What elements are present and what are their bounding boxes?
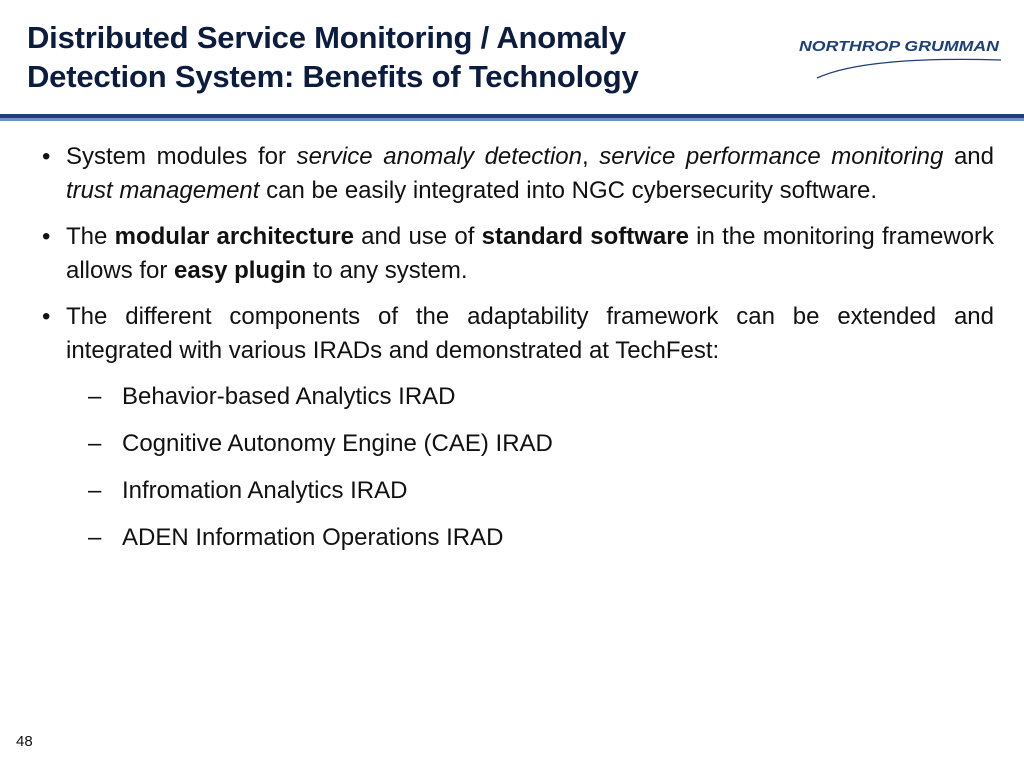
slide-title-line-1: Distributed Service Monitoring / Anomaly bbox=[27, 20, 626, 55]
bullet-system-modules: • System modules for service anomaly detection, service performance monitoring and trust management can be easily integrated into NGC cybersecurity software. bbox=[40, 140, 994, 208]
subitem-information-analytics: – Infromation Analytics IRAD bbox=[40, 474, 994, 508]
subitem-behavior-analytics: – Behavior-based Analytics IRAD bbox=[40, 380, 994, 414]
slide-title-line-2: Detection System: Benefits of Technology bbox=[27, 59, 639, 94]
logo-wordmark: NORTHROP GRUMMAN bbox=[799, 38, 1001, 55]
emphasis-anomaly-detection: service anomaly detection bbox=[296, 143, 582, 170]
strong-easy-plugin: easy plugin bbox=[174, 257, 307, 284]
emphasis-performance-monitoring: service performance monitoring bbox=[599, 143, 944, 170]
slide-body bbox=[40, 140, 994, 568]
logo-swoosh bbox=[817, 59, 1001, 78]
header-divider-light bbox=[0, 118, 1024, 121]
page-number: 48 bbox=[16, 733, 33, 750]
emphasis-trust-management: trust management bbox=[66, 177, 260, 204]
slide-title bbox=[27, 18, 767, 96]
bullet-adaptability-framework: • The different components of the adaptability framework can be extended and integrated with various IRADs and demonstrated at TechFest: bbox=[40, 300, 994, 368]
subitem-cognitive-autonomy: – Cognitive Autonomy Engine (CAE) IRAD bbox=[40, 427, 994, 461]
subitem-aden-operations: – ADEN Information Operations IRAD bbox=[40, 521, 994, 555]
strong-modular-architecture: modular architecture bbox=[114, 223, 354, 250]
northrop-grumman-logo bbox=[795, 30, 1005, 82]
strong-standard-software: standard software bbox=[481, 223, 689, 250]
bullet-modular-architecture: • The modular architecture and use of standard software in the monitoring framework allows for easy plugin to any system. bbox=[40, 220, 994, 288]
